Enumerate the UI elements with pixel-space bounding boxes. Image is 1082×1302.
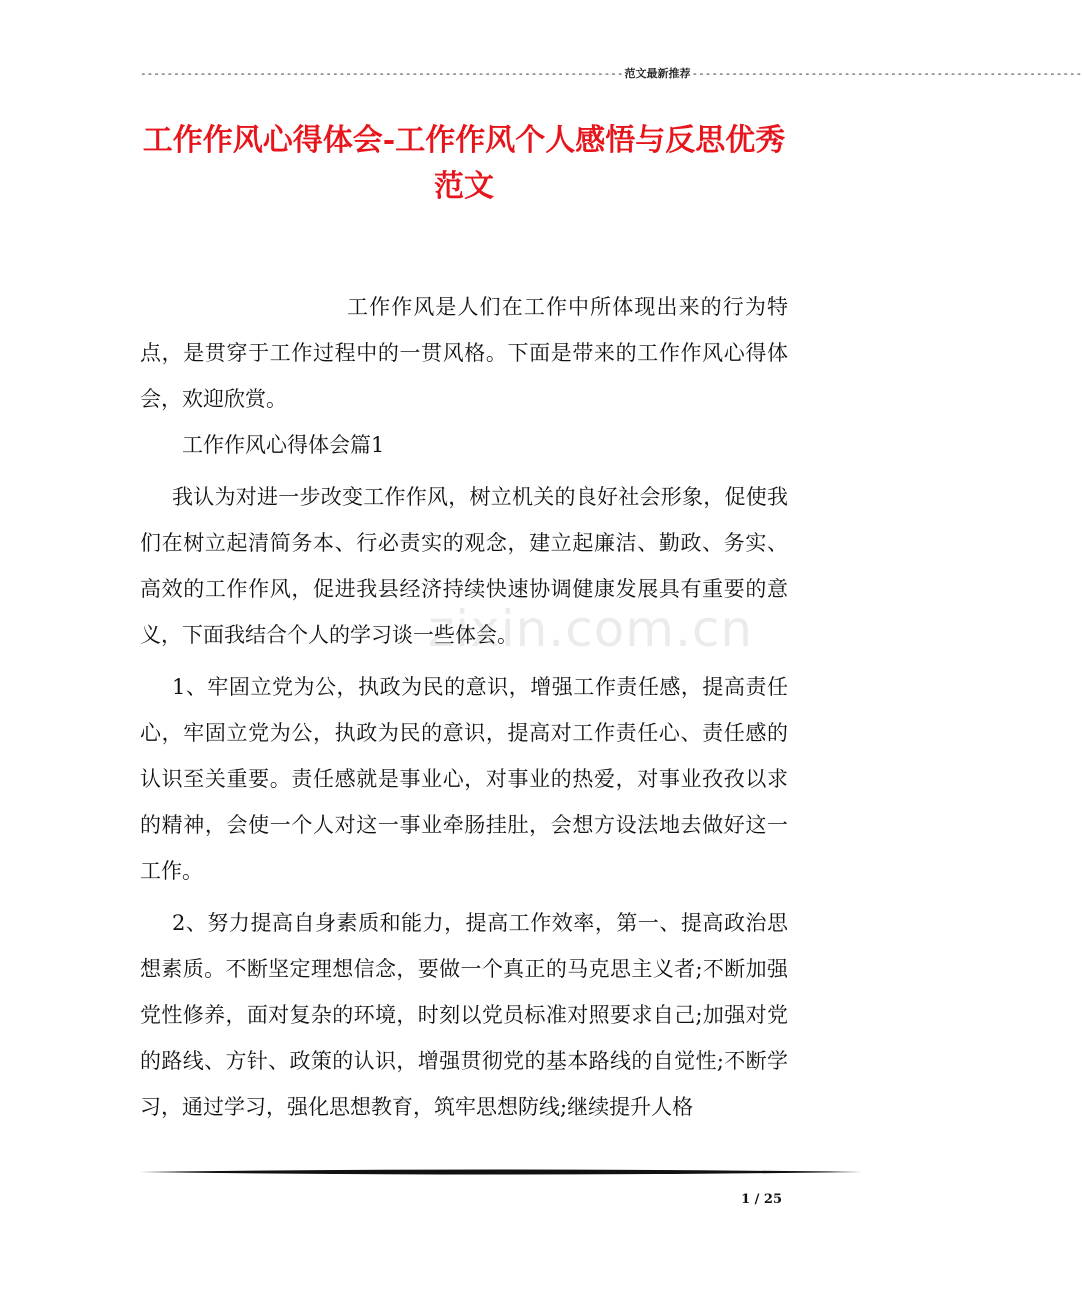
page-header (140, 66, 1082, 82)
intro-paragraph: 工作作风是人们在工作中所体现出来的行为特点，是贯穿于工作过程中的一贯风格。下面是带来的工作作风心得体会，欢迎欣赏。 (140, 295, 788, 411)
body-paragraph: 1、牢固立党为公，执政为民的意识，增强工作责任感，提高责任心，牢固立党为公，执政为民的意识，提高对工作责任心、责任感的认识至关重要。责任感就是事业心，对事业的热爱，对事业孜孜以求的精神，会使一个人对这一事业牵肠挂肚，会想方设法地去做好这一工作。 (140, 675, 788, 883)
body-paragraph: 2、努力提高自身素质和能力，提高工作效率，第一、提高政治思想素质。不断坚定理想信念，要做一个真正的马克思主义者;不断加强党性修养，面对复杂的环境，时刻以党员标准对照要求自己;加强对党的路线、方针、政策的认识，增强贯彻党的基本路线的自觉性;不断学习，通过学习，强化思想教育，筑牢思想防线;继续提升人格 (140, 911, 788, 1119)
body-paragraph: 我认为对进一步改变工作作风，树立机关的良好社会形象，促使我们在树立起清简务本、行必责实的观念，建立起廉洁、勤政、务实、高效的工作作风，促进我县经济持续快速协调健康发展具有重要的意义，下面我结合个人的学习谈一些体会。 (140, 485, 788, 647)
header-dashes-right: ----------------------------------------------------------- (691, 67, 1082, 80)
header-dashes-left: ------------------------------------------------------------------------- (140, 67, 624, 80)
section-heading: 工作作风心得体会篇1 (182, 433, 385, 457)
document-body (140, 284, 788, 1136)
watermark: zixin.com.cn (428, 600, 754, 658)
page-number: 1 / 25 (741, 1192, 782, 1207)
footer-divider (140, 1168, 862, 1176)
header-label: 范文最新推荐 (624, 67, 691, 80)
document-title: 工作作风心得体会-工作作风个人感悟与反思优秀范文 (142, 123, 786, 204)
